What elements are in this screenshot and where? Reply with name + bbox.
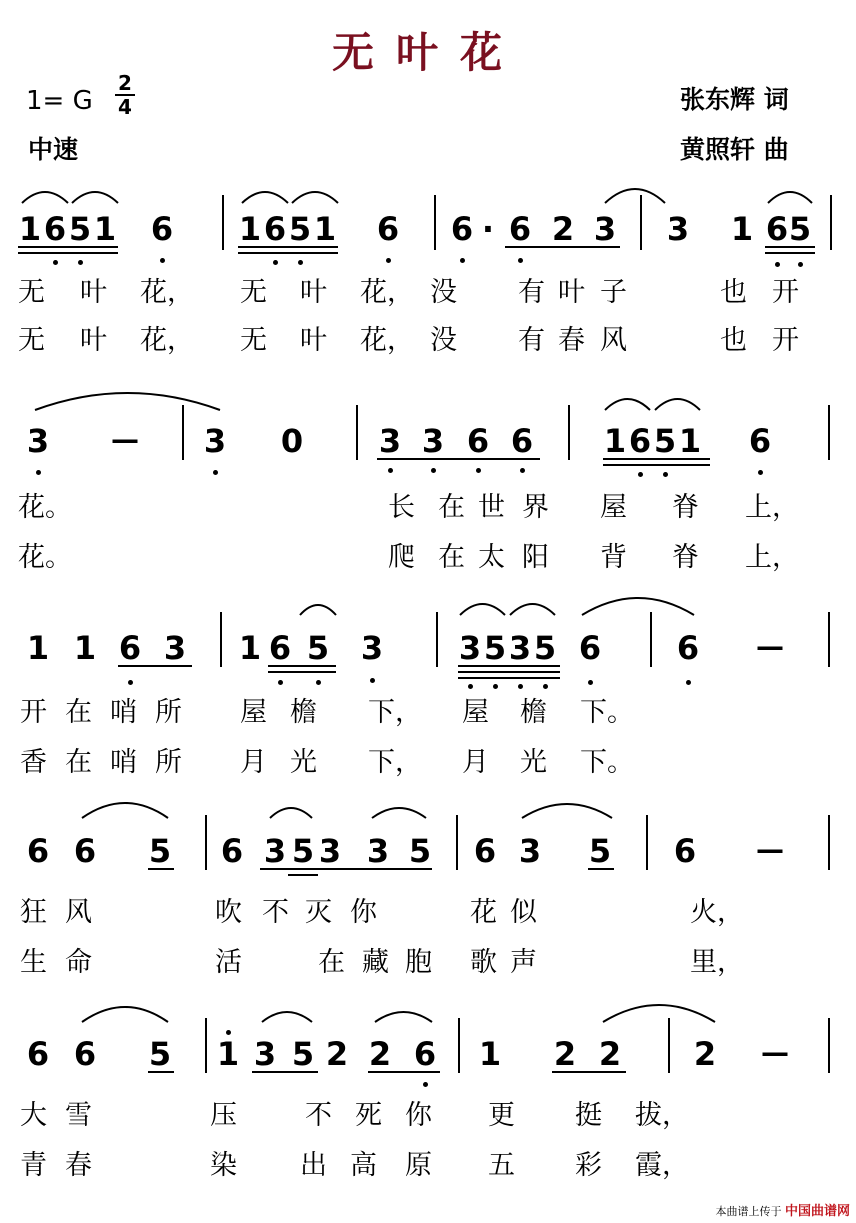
note: 5 xyxy=(408,832,432,870)
lyric-syllable: 里， xyxy=(690,947,744,978)
lyric-syllable: 胞 xyxy=(405,947,432,978)
note: 6 xyxy=(673,832,697,870)
barline xyxy=(830,195,832,250)
barline xyxy=(434,195,436,250)
lyric-syllable: 你 xyxy=(350,897,377,928)
lyric-syllable: 哨 xyxy=(110,747,137,778)
underline-beam xyxy=(368,1071,440,1073)
note: 1 xyxy=(730,210,754,248)
lyric-syllable: 你 xyxy=(405,1100,432,1131)
lyric-syllable: 花。 xyxy=(18,542,72,573)
lyric-syllable: 五 xyxy=(488,1150,515,1181)
lyric-syllable: 生 xyxy=(20,947,47,978)
lyric-syllable: 出 xyxy=(300,1150,327,1181)
note: 3 xyxy=(263,832,287,870)
lyric-syllable: 藏 xyxy=(362,947,389,978)
lyric-syllable: 檐 xyxy=(520,697,547,728)
barline xyxy=(646,815,648,870)
octave-dot xyxy=(520,468,525,473)
octave-dot xyxy=(386,258,391,263)
lyric-syllable: 春 xyxy=(65,1150,92,1181)
slur xyxy=(372,808,426,818)
lyric-syllable: 压 xyxy=(210,1100,237,1131)
lyric-syllable: 狂 xyxy=(20,897,47,928)
lyric-syllable: 在 xyxy=(318,947,345,978)
time-signature-top: 2 xyxy=(118,71,132,95)
lyric-syllable: 开 xyxy=(20,697,47,728)
slur xyxy=(270,808,312,818)
dash-sustain: — xyxy=(756,630,784,663)
tempo-marking: 中速 xyxy=(28,135,79,164)
lyric-syllable: 脊 xyxy=(672,492,699,523)
lyric-syllable: 花， xyxy=(140,277,194,308)
lyric-syllable: 光 xyxy=(520,747,547,778)
slur xyxy=(605,399,650,410)
note: 5 xyxy=(291,832,315,870)
lyric-syllable: 上， xyxy=(745,542,799,573)
barline xyxy=(456,815,458,870)
underline-beam xyxy=(505,246,620,248)
lyric-syllable: 命 xyxy=(65,947,92,978)
note: 6 xyxy=(26,832,50,870)
underline-beam xyxy=(238,246,338,248)
underline-beam xyxy=(148,1071,174,1073)
lyric-syllable: 霞， xyxy=(635,1150,689,1181)
underline-beam xyxy=(268,665,336,667)
note: 5 xyxy=(588,832,612,870)
lyric-syllable: 下， xyxy=(368,747,422,778)
lyric-syllable: 檐 xyxy=(290,697,317,728)
octave-dot xyxy=(468,684,473,689)
note: 6 xyxy=(413,1035,437,1073)
note: 2 xyxy=(551,210,575,248)
note: 1 xyxy=(93,210,117,248)
footer-brand: 中国曲谱网 xyxy=(784,1204,850,1219)
slur xyxy=(35,393,220,410)
barline xyxy=(828,815,830,870)
underline-beam xyxy=(603,458,710,460)
note: 6 xyxy=(466,422,490,460)
lyric-syllable: 太 xyxy=(478,542,505,573)
underline-beam xyxy=(765,246,815,248)
barline xyxy=(650,612,652,667)
lyric-syllable: 青 xyxy=(20,1150,47,1181)
lyric-syllable: 高 xyxy=(350,1150,377,1181)
octave-dot xyxy=(36,470,41,475)
note: 6 xyxy=(628,422,652,460)
note: 6 xyxy=(473,832,497,870)
lyric-syllable: 歌 xyxy=(470,947,497,978)
note: 1 xyxy=(73,629,97,667)
note: 6 xyxy=(748,422,772,460)
slur xyxy=(510,604,555,615)
note: 5 xyxy=(306,629,330,667)
lyric-syllable: 灭 xyxy=(305,897,332,928)
underline-beam xyxy=(238,252,338,254)
lyric-syllable: 所 xyxy=(155,697,182,728)
lyric-syllable: 无 xyxy=(18,277,45,308)
lyric-syllable: 在 xyxy=(65,697,92,728)
barline xyxy=(205,1018,207,1073)
slur xyxy=(72,192,118,203)
note: 2 xyxy=(325,1035,349,1073)
lyric-syllable: 背 xyxy=(600,542,627,573)
lyric-syllable: 雪 xyxy=(65,1100,92,1131)
lyric-syllable: 花， xyxy=(360,277,414,308)
lyric-syllable: 没 xyxy=(430,325,457,356)
octave-dot xyxy=(423,1082,428,1087)
lyric-syllable: 下。 xyxy=(580,697,634,728)
octave-dot xyxy=(273,260,278,265)
slur xyxy=(768,192,812,203)
underline-beam xyxy=(552,1071,626,1073)
note: 6 xyxy=(510,422,534,460)
song-title: 无叶花 xyxy=(331,28,524,77)
note: 1 xyxy=(238,629,262,667)
barline xyxy=(828,405,830,460)
octave-dot xyxy=(78,260,83,265)
barline xyxy=(640,195,642,250)
footer xyxy=(715,1200,850,1219)
octave-dot xyxy=(278,680,283,685)
lyric-syllable: 没 xyxy=(430,277,457,308)
lyric-syllable: 在 xyxy=(438,542,465,573)
note: 6 xyxy=(263,210,287,248)
note: 6 xyxy=(508,210,532,248)
lyric-syllable: 有 xyxy=(518,325,545,356)
note: 0 xyxy=(280,422,304,460)
barline xyxy=(220,612,222,667)
lyric-syllable: 叶 xyxy=(300,325,327,356)
dash-sustain: — xyxy=(111,423,139,456)
lyric-syllable: 大 xyxy=(20,1100,47,1131)
lyric-syllable: 屋 xyxy=(240,697,267,728)
lyric-syllable: 不 xyxy=(305,1100,332,1131)
octave-dot xyxy=(543,684,548,689)
slur xyxy=(603,1005,715,1022)
underline-beam xyxy=(260,868,432,870)
lyric-syllable: 叶 xyxy=(558,277,585,308)
octave-dot xyxy=(518,258,523,263)
underline-beam xyxy=(458,677,560,679)
note: 5 xyxy=(483,629,507,667)
lyric-syllable: 死 xyxy=(355,1100,382,1131)
underline-beam xyxy=(458,671,560,673)
note: 1 xyxy=(18,210,42,248)
lyric-syllable: 月 xyxy=(462,747,489,778)
lyric-syllable: 开 xyxy=(772,325,799,356)
lyric-syllable: 哨 xyxy=(110,697,137,728)
slur xyxy=(582,598,694,615)
lyric-syllable: 月 xyxy=(240,747,267,778)
underline-beam xyxy=(18,252,118,254)
octave-dot xyxy=(370,678,375,683)
octave-dot xyxy=(476,468,481,473)
note: 6 xyxy=(118,629,142,667)
barline xyxy=(828,1018,830,1073)
lyric-syllable: 风 xyxy=(65,897,92,928)
note: 6 xyxy=(268,629,292,667)
slur xyxy=(292,192,338,203)
lyric-syllable: 花， xyxy=(360,325,414,356)
slur xyxy=(300,605,336,615)
lyric-syllable: 上， xyxy=(745,492,799,523)
octave-dot xyxy=(213,470,218,475)
barline xyxy=(458,1018,460,1073)
lyric-syllable: 阳 xyxy=(522,542,549,573)
note: 1 xyxy=(603,422,627,460)
octave-dot xyxy=(298,260,303,265)
lyric-syllable: 长 xyxy=(388,492,415,523)
lyric-syllable: 有 xyxy=(518,277,545,308)
barline xyxy=(436,612,438,667)
lyric-syllable: 彩 xyxy=(575,1150,602,1181)
octave-dot xyxy=(758,470,763,475)
note: 3 xyxy=(458,629,482,667)
lyric-syllable: 子 xyxy=(600,277,627,308)
lyric-syllable: 似 xyxy=(510,897,537,928)
lyric-syllable: 无 xyxy=(240,277,267,308)
underline-beam xyxy=(765,252,815,254)
underline-beam xyxy=(603,464,710,466)
octave-dot xyxy=(226,1030,231,1035)
underline-beam xyxy=(148,868,174,870)
note: 1 xyxy=(478,1035,502,1073)
note: 6 xyxy=(220,832,244,870)
note: 6 xyxy=(676,629,700,667)
lyric-syllable: 吹 xyxy=(215,897,242,928)
lyric-syllable: 火， xyxy=(690,897,744,928)
slur xyxy=(460,604,505,615)
octave-dot xyxy=(53,260,58,265)
note: 3 xyxy=(366,832,390,870)
note: 3 xyxy=(593,210,617,248)
lyric-syllable: 叶 xyxy=(300,277,327,308)
note: 2 xyxy=(693,1035,717,1073)
note: 3 xyxy=(318,832,342,870)
slur xyxy=(522,804,612,818)
lyric-syllable: 春 xyxy=(558,325,585,356)
dash-sustain: — xyxy=(756,833,784,866)
time-signature xyxy=(115,72,135,118)
note: 6 xyxy=(450,210,474,248)
lyric-syllable: 花 xyxy=(470,897,497,928)
lyric-syllable: 活 xyxy=(215,947,242,978)
lyric-syllable: 也 xyxy=(720,325,747,356)
lyric-syllable: 爬 xyxy=(388,542,415,573)
note: 3 xyxy=(203,422,227,460)
lyric-syllable: 挺 xyxy=(575,1100,602,1131)
barline xyxy=(205,815,207,870)
lyric-syllable: 花。 xyxy=(18,492,72,523)
octave-dot xyxy=(663,472,668,477)
slur xyxy=(22,192,68,203)
lyric-syllable: 在 xyxy=(65,747,92,778)
barline xyxy=(828,612,830,667)
note: 5 xyxy=(288,210,312,248)
lyric-syllable: 下。 xyxy=(580,747,634,778)
barline xyxy=(182,405,184,460)
slur xyxy=(82,1007,168,1022)
augmentation-dot: · xyxy=(481,210,495,248)
note: 6 xyxy=(43,210,67,248)
lyric-syllable: 界 xyxy=(522,492,549,523)
note: 6 xyxy=(765,210,789,248)
underline-beam xyxy=(18,246,118,248)
note: 6 xyxy=(73,832,97,870)
slur xyxy=(375,1012,432,1022)
octave-dot xyxy=(460,258,465,263)
slur xyxy=(262,1012,312,1022)
lyric-syllable: 脊 xyxy=(672,542,699,573)
note: 6 xyxy=(578,629,602,667)
octave-dot xyxy=(798,262,803,267)
note: 1 xyxy=(678,422,702,460)
octave-dot xyxy=(388,468,393,473)
lyric-syllable: 更 xyxy=(488,1100,515,1131)
barline xyxy=(568,405,570,460)
note: 5 xyxy=(653,422,677,460)
octave-dot xyxy=(493,684,498,689)
note: 3 xyxy=(666,210,690,248)
lyric-syllable: 染 xyxy=(210,1150,237,1181)
note: 2 xyxy=(598,1035,622,1073)
dash-sustain: — xyxy=(761,1036,789,1069)
barline xyxy=(668,1018,670,1073)
octave-dot xyxy=(518,684,523,689)
note: 1 xyxy=(26,629,50,667)
underline-beam xyxy=(458,665,560,667)
key-signature: 1= G xyxy=(26,86,93,116)
octave-dot xyxy=(775,262,780,267)
underline-beam xyxy=(588,868,614,870)
note: 5 xyxy=(291,1035,315,1073)
note: 3 xyxy=(253,1035,277,1073)
lyric-syllable: 屋 xyxy=(462,697,489,728)
note: 1 xyxy=(216,1035,240,1073)
lyric-syllable: 声 xyxy=(510,947,537,978)
note: 5 xyxy=(788,210,812,248)
note: 2 xyxy=(368,1035,392,1073)
underline-beam xyxy=(377,458,540,460)
lyric-syllable: 香 xyxy=(20,747,47,778)
lyric-syllable: 叶 xyxy=(80,325,107,356)
note: 1 xyxy=(313,210,337,248)
lyric-syllable: 开 xyxy=(772,277,799,308)
lyric-syllable: 光 xyxy=(290,747,317,778)
octave-dot xyxy=(160,258,165,263)
note: 3 xyxy=(360,629,384,667)
lyric-syllable: 在 xyxy=(438,492,465,523)
note: 6 xyxy=(150,210,174,248)
lyric-syllable: 屋 xyxy=(600,492,627,523)
lyric-syllable: 不 xyxy=(262,897,289,928)
lyric-syllable: 无 xyxy=(18,325,45,356)
time-signature-bottom: 4 xyxy=(115,94,135,118)
note: 5 xyxy=(533,629,557,667)
slur xyxy=(655,399,700,410)
lyric-syllable: 拔， xyxy=(635,1100,689,1131)
note: 5 xyxy=(68,210,92,248)
footer-prefix: 本曲谱上传于 xyxy=(715,1205,782,1218)
slur xyxy=(242,192,288,203)
note: 5 xyxy=(148,832,172,870)
note: 6 xyxy=(73,1035,97,1073)
lyric-syllable: 所 xyxy=(155,747,182,778)
slur xyxy=(605,189,665,203)
note: 6 xyxy=(26,1035,50,1073)
note: 2 xyxy=(553,1035,577,1073)
octave-dot xyxy=(316,680,321,685)
note: 1 xyxy=(238,210,262,248)
lyric-syllable: 世 xyxy=(478,492,505,523)
underline-beam xyxy=(118,665,192,667)
underline-beam xyxy=(268,671,336,673)
octave-dot xyxy=(431,468,436,473)
barline xyxy=(356,405,358,460)
note: 3 xyxy=(378,422,402,460)
slur xyxy=(82,803,168,818)
octave-dot xyxy=(638,472,643,477)
lyric-syllable: 花， xyxy=(140,325,194,356)
lyric-syllable: 无 xyxy=(240,325,267,356)
underline-beam xyxy=(252,1071,318,1073)
octave-dot xyxy=(686,680,691,685)
composer-credit: 黄照轩 曲 xyxy=(680,135,789,164)
note: 3 xyxy=(26,422,50,460)
octave-dot xyxy=(588,680,593,685)
lyric-syllable: 原 xyxy=(405,1150,432,1181)
lyric-syllable: 风 xyxy=(600,325,627,356)
note: 3 xyxy=(421,422,445,460)
lyric-syllable: 也 xyxy=(720,277,747,308)
underline-beam xyxy=(288,874,318,876)
octave-dot xyxy=(128,680,133,685)
lyric-syllable: 下， xyxy=(368,697,422,728)
barline xyxy=(222,195,224,250)
note: 3 xyxy=(508,629,532,667)
lyric-syllable: 叶 xyxy=(80,277,107,308)
note: 6 xyxy=(376,210,400,248)
note: 3 xyxy=(518,832,542,870)
note: 3 xyxy=(163,629,187,667)
lyricist-credit: 张东辉 词 xyxy=(680,85,789,114)
note: 5 xyxy=(148,1035,172,1073)
